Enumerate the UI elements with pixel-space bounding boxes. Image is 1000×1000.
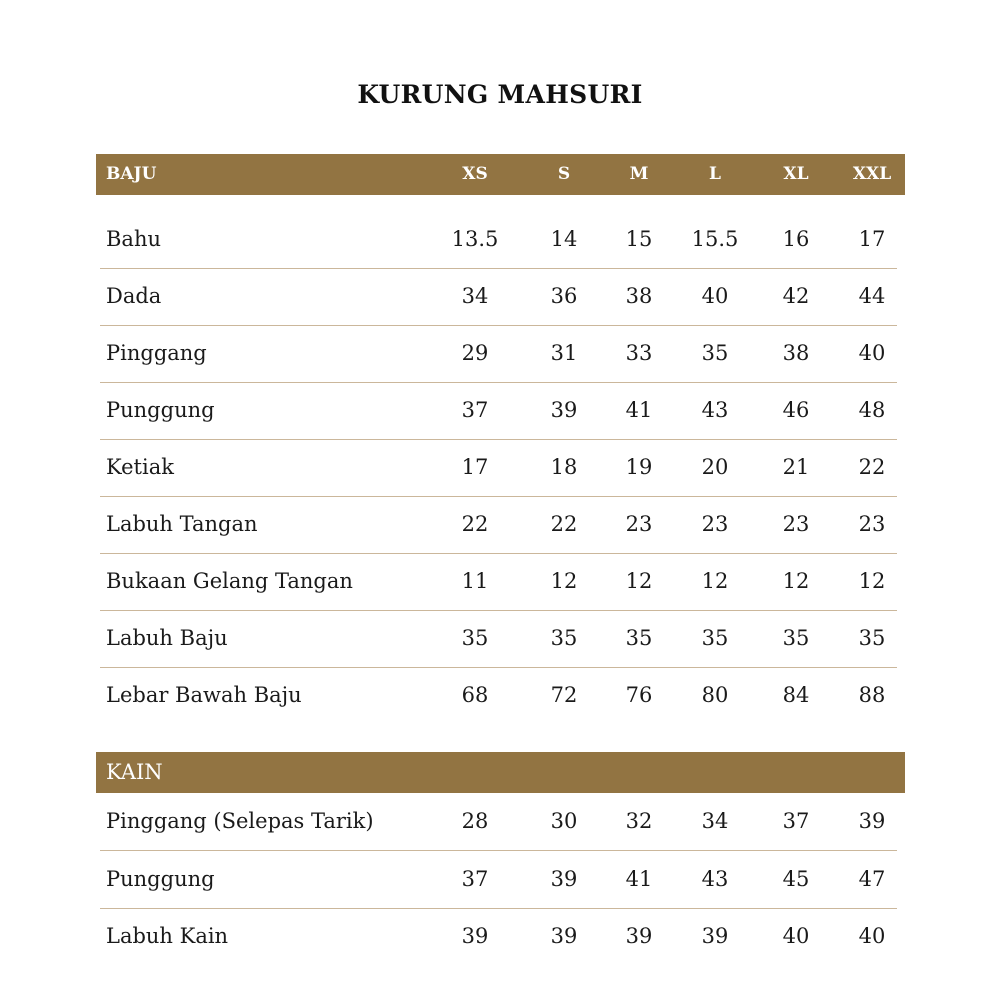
cell-value: 17 xyxy=(461,455,489,479)
cell-value: 23 xyxy=(701,512,729,536)
cell-value: 42 xyxy=(782,284,810,308)
table-row xyxy=(100,211,897,269)
cell-value: 35 xyxy=(550,626,578,650)
row-label: Ketiak xyxy=(106,455,174,479)
cell-value: 15.5 xyxy=(691,227,739,251)
cell-value: 39 xyxy=(550,867,578,891)
size-header-m: M xyxy=(629,164,649,184)
cell-value: 39 xyxy=(461,924,489,948)
cell-value: 29 xyxy=(461,341,489,365)
cell-value: 38 xyxy=(625,284,653,308)
row-label: Bahu xyxy=(106,227,162,251)
row-label: Lebar Bawah Baju xyxy=(106,683,302,707)
cell-value: 12 xyxy=(550,569,578,593)
table-row xyxy=(100,553,897,611)
size-header-xs: XS xyxy=(462,164,488,184)
row-label: Dada xyxy=(106,284,162,308)
cell-value: 48 xyxy=(858,398,886,422)
cell-value: 40 xyxy=(782,924,810,948)
row-label: Punggung xyxy=(106,867,215,891)
cell-value: 41 xyxy=(625,867,653,891)
size-header-s: S xyxy=(557,164,571,184)
table-row xyxy=(100,325,897,383)
cell-value: 39 xyxy=(858,809,886,833)
cell-value: 13.5 xyxy=(451,227,499,251)
table-row xyxy=(100,908,897,965)
cell-value: 14 xyxy=(550,227,578,251)
cell-value: 39 xyxy=(550,924,578,948)
cell-value: 33 xyxy=(625,341,653,365)
cell-value: 35 xyxy=(782,626,810,650)
cell-value: 32 xyxy=(625,809,653,833)
cell-value: 36 xyxy=(550,284,578,308)
cell-value: 72 xyxy=(550,683,578,707)
cell-value: 23 xyxy=(625,512,653,536)
cell-value: 12 xyxy=(701,569,729,593)
cell-value: 22 xyxy=(550,512,578,536)
table-row xyxy=(100,667,897,724)
row-label: Pinggang xyxy=(106,341,207,365)
cell-value: 16 xyxy=(782,227,810,251)
cell-value: 22 xyxy=(858,455,886,479)
cell-value: 44 xyxy=(858,284,886,308)
table-row xyxy=(100,268,897,326)
cell-value: 37 xyxy=(782,809,810,833)
cell-value: 40 xyxy=(858,924,886,948)
row-label: Labuh Baju xyxy=(106,626,228,650)
cell-value: 35 xyxy=(858,626,886,650)
cell-value: 12 xyxy=(782,569,810,593)
row-label: Bukaan Gelang Tangan xyxy=(106,569,353,593)
cell-value: 28 xyxy=(461,809,489,833)
cell-value: 46 xyxy=(782,398,810,422)
cell-value: 15 xyxy=(625,227,653,251)
size-header-xxl: XXL xyxy=(852,164,892,184)
cell-value: 19 xyxy=(625,455,653,479)
cell-value: 40 xyxy=(858,341,886,365)
cell-value: 21 xyxy=(782,455,810,479)
table-row xyxy=(100,382,897,440)
cell-value: 34 xyxy=(701,809,729,833)
row-label: Labuh Tangan xyxy=(106,512,258,536)
cell-value: 38 xyxy=(782,341,810,365)
cell-value: 17 xyxy=(858,227,886,251)
cell-value: 39 xyxy=(550,398,578,422)
cell-value: 11 xyxy=(461,569,489,593)
cell-value: 34 xyxy=(461,284,489,308)
cell-value: 23 xyxy=(858,512,886,536)
cell-value: 39 xyxy=(625,924,653,948)
cell-value: 76 xyxy=(625,683,653,707)
cell-value: 30 xyxy=(550,809,578,833)
cell-value: 18 xyxy=(550,455,578,479)
baju-header-band xyxy=(96,154,905,195)
row-label: Punggung xyxy=(106,398,215,422)
cell-value: 35 xyxy=(625,626,653,650)
cell-value: 41 xyxy=(625,398,653,422)
cell-value: 39 xyxy=(701,924,729,948)
page-title: KURUNG MAHSURI xyxy=(357,80,643,109)
cell-value: 45 xyxy=(782,867,810,891)
cell-value: 37 xyxy=(461,867,489,891)
cell-value: 68 xyxy=(461,683,489,707)
cell-value: 80 xyxy=(701,683,729,707)
cell-value: 20 xyxy=(701,455,729,479)
cell-value: 84 xyxy=(782,683,810,707)
kain-header-label: KAIN xyxy=(106,760,163,784)
cell-value: 35 xyxy=(701,341,729,365)
table-row xyxy=(100,439,897,497)
cell-value: 31 xyxy=(550,341,578,365)
cell-value: 88 xyxy=(858,683,886,707)
cell-value: 40 xyxy=(701,284,729,308)
size-header-l: L xyxy=(709,164,721,184)
cell-value: 12 xyxy=(858,569,886,593)
table-row xyxy=(100,496,897,554)
cell-value: 35 xyxy=(461,626,489,650)
cell-value: 43 xyxy=(701,398,729,422)
row-label: Pinggang (Selepas Tarik) xyxy=(106,809,374,833)
baju-header-label: BAJU xyxy=(106,164,157,184)
table-row xyxy=(100,793,897,851)
cell-value: 47 xyxy=(858,867,886,891)
size-header-xl: XL xyxy=(783,164,809,184)
row-label: Labuh Kain xyxy=(106,924,229,948)
cell-value: 12 xyxy=(625,569,653,593)
cell-value: 35 xyxy=(701,626,729,650)
cell-value: 43 xyxy=(701,867,729,891)
cell-value: 37 xyxy=(461,398,489,422)
cell-value: 22 xyxy=(461,512,489,536)
table-row xyxy=(100,610,897,668)
kain-header-band xyxy=(96,752,905,793)
table-row xyxy=(100,851,897,909)
cell-value: 23 xyxy=(782,512,810,536)
